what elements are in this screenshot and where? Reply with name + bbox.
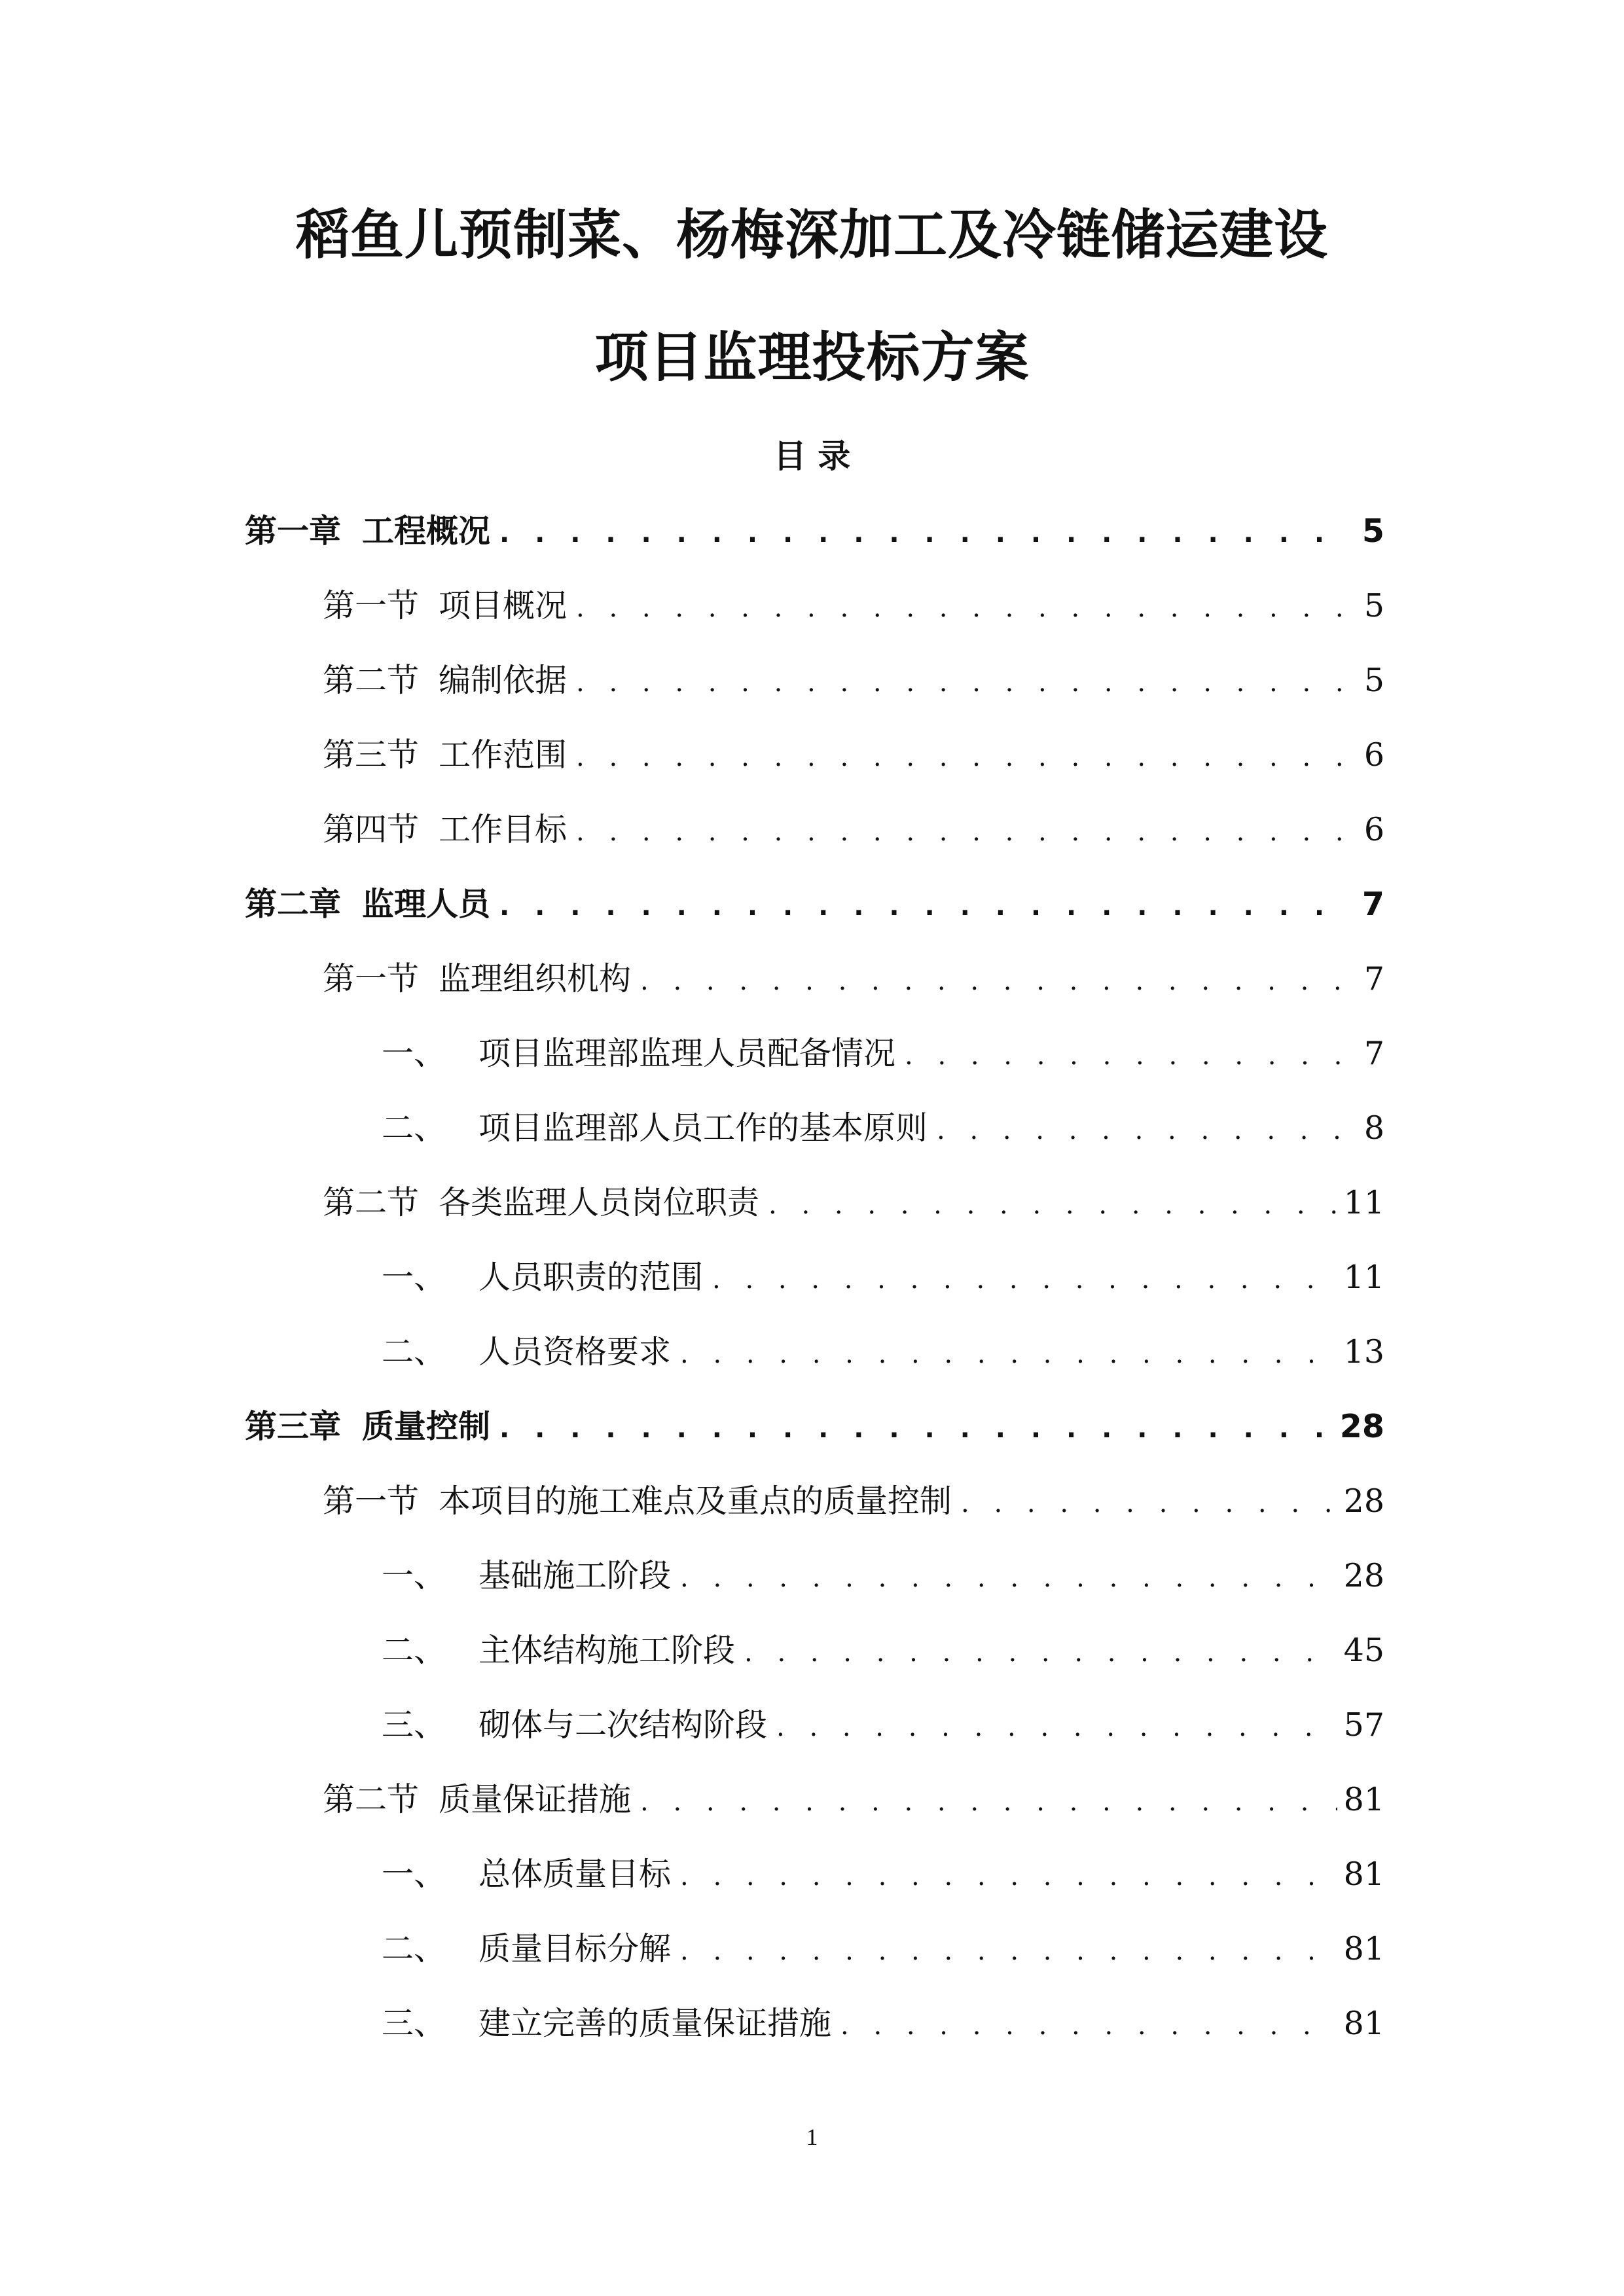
- toc-heading: 目 录: [773, 437, 851, 475]
- toc-entry-level-3[interactable]: [382, 1699, 1384, 1751]
- toc-entry-title: 主体结构施工阶段: [478, 1632, 736, 1669]
- toc-entry-title: 监理人员: [362, 886, 491, 923]
- toc-entry-number: 第一节: [323, 1482, 420, 1520]
- toc-dot-leader: [680, 1328, 1337, 1380]
- toc-entry-level-2[interactable]: [323, 729, 1384, 781]
- toc-entry-number: 第一节: [323, 960, 420, 997]
- toc-entry-number: 第二节: [323, 1781, 420, 1818]
- toc-dot-leader: [905, 1030, 1352, 1082]
- toc-entry-title: 项目监理部监理人员配备情况: [478, 1035, 896, 1072]
- toc-entry-level-2[interactable]: [323, 1774, 1384, 1826]
- toc-entry-page: 5: [1362, 512, 1384, 550]
- page-number: 1: [806, 2124, 818, 2150]
- toc-dot-leader: [776, 1701, 1337, 1753]
- toc-entry-level-3[interactable]: [382, 1998, 1384, 2050]
- toc-entry-page: 7: [1362, 886, 1384, 923]
- toc-entry-page: 28: [1343, 1557, 1384, 1594]
- toc-entry-number: 第四节: [323, 811, 420, 848]
- toc-entry-page: 28: [1343, 1482, 1384, 1520]
- toc-entry-page: 11: [1343, 1184, 1384, 1221]
- toc-entry-page: 6: [1363, 811, 1384, 848]
- toc-entry-level-2[interactable]: [323, 580, 1384, 632]
- toc-entry-level-2[interactable]: [323, 655, 1384, 707]
- toc-entry-title: 工作范围: [439, 736, 568, 774]
- toc-entry-title: 质量目标分解: [478, 1930, 672, 1967]
- toc-entry-number: 第三节: [323, 736, 420, 774]
- toc-dot-leader: [744, 1626, 1337, 1679]
- toc-entry-level-2[interactable]: [323, 1475, 1384, 1528]
- toc-entry-number: 一、: [382, 1035, 446, 1072]
- toc-entry-title: 人员职责的范围: [478, 1259, 704, 1296]
- toc-entry-title: 各类监理人员岗位职责: [439, 1184, 760, 1221]
- toc-entry-page: 6: [1363, 736, 1384, 774]
- toc-entry-title: 编制依据: [439, 662, 568, 699]
- toc-entry-number: 第三章: [245, 1408, 342, 1445]
- toc-entry-page: 81: [1343, 1930, 1384, 1967]
- toc-dot-leader: [499, 880, 1352, 933]
- toc-dot-leader: [680, 1925, 1337, 1977]
- toc-entry-page: 5: [1363, 587, 1384, 624]
- toc-dot-leader: [576, 731, 1352, 783]
- toc-entry-title: 人员资格要求: [478, 1333, 672, 1371]
- toc-entry-page: 81: [1343, 2005, 1384, 2042]
- toc-entry-page: 81: [1343, 1781, 1384, 1818]
- toc-entry-level-1[interactable]: [245, 1401, 1384, 1453]
- toc-entry-page: 57: [1343, 1706, 1384, 1744]
- toc-entry-title: 总体质量目标: [478, 1856, 672, 1893]
- toc-entry-number: 一、: [382, 1259, 446, 1296]
- toc-dot-leader: [680, 1552, 1337, 1604]
- toc-entry-number: 二、: [382, 1632, 446, 1669]
- toc-entry-page: 7: [1363, 1035, 1384, 1072]
- toc-dot-leader: [640, 955, 1352, 1007]
- toc-dot-leader: [576, 656, 1352, 709]
- toc-entry-number: 二、: [382, 1109, 446, 1147]
- toc-entry-level-3[interactable]: [382, 1550, 1384, 1602]
- toc-entry-number: 一、: [382, 1856, 446, 1893]
- toc-entry-page: 13: [1343, 1333, 1384, 1371]
- toc-entry-number: 二、: [382, 1930, 446, 1967]
- toc-dot-leader: [680, 1850, 1337, 1903]
- toc-entry-level-3[interactable]: [382, 1028, 1384, 1080]
- toc-entry-level-1[interactable]: [245, 505, 1384, 558]
- toc-entry-title: 项目监理部人员工作的基本原则: [478, 1109, 928, 1147]
- toc-entry-title: 监理组织机构: [439, 960, 632, 997]
- toc-dot-leader: [768, 1179, 1337, 1231]
- toc-entry-level-3[interactable]: [382, 1624, 1384, 1677]
- toc-entry-number: 第二章: [245, 886, 342, 923]
- toc-dot-leader: [961, 1477, 1337, 1530]
- toc-entry-number: 二、: [382, 1333, 446, 1371]
- document-title-line-2: 项目监理投标方案: [594, 327, 1030, 389]
- toc-dot-leader: [640, 1776, 1337, 1828]
- toc-entry-number: 三、: [382, 2005, 446, 2042]
- toc-entry-level-3[interactable]: [382, 1102, 1384, 1155]
- toc-entry-title: 砌体与二次结构阶段: [478, 1706, 768, 1744]
- toc-dot-leader: [576, 806, 1352, 858]
- toc-entry-page: 11: [1343, 1259, 1384, 1296]
- toc-entry-page: 81: [1343, 1856, 1384, 1893]
- toc-entry-page: 45: [1343, 1632, 1384, 1669]
- toc-dot-leader: [499, 1403, 1333, 1455]
- toc-entry-title: 质量保证措施: [439, 1781, 632, 1818]
- toc-entry-level-3[interactable]: [382, 1326, 1384, 1378]
- toc-dot-leader: [840, 2000, 1337, 2052]
- toc-dot-leader: [937, 1104, 1352, 1157]
- toc-entry-title: 工程概况: [362, 512, 491, 550]
- toc-entry-level-3[interactable]: [382, 1848, 1384, 1901]
- toc-entry-number: 第二节: [323, 1184, 420, 1221]
- toc-entry-title: 项目概况: [439, 587, 568, 624]
- toc-entry-number: 第二节: [323, 662, 420, 699]
- toc-entry-number: 第一章: [245, 512, 342, 550]
- toc-entry-level-3[interactable]: [382, 1251, 1384, 1304]
- document-title-line-1: 稻鱼儿预制菜、杨梅深加工及冷链储运建设: [295, 204, 1328, 266]
- toc-entry-page: 8: [1363, 1109, 1384, 1147]
- toc-dot-leader: [499, 507, 1352, 560]
- toc-entry-title: 基础施工阶段: [478, 1557, 672, 1594]
- toc-entry-number: 三、: [382, 1706, 446, 1744]
- toc-entry-level-2[interactable]: [323, 953, 1384, 1005]
- toc-entry-title: 建立完善的质量保证措施: [478, 2005, 832, 2042]
- toc-entry-title: 质量控制: [362, 1408, 491, 1445]
- toc-entry-level-1[interactable]: [245, 878, 1384, 931]
- toc-entry-level-3[interactable]: [382, 1923, 1384, 1975]
- toc-entry-level-2[interactable]: [323, 1177, 1384, 1229]
- toc-entry-number: 一、: [382, 1557, 446, 1594]
- toc-entry-number: 第一节: [323, 587, 420, 624]
- toc-entry-level-2[interactable]: [323, 804, 1384, 856]
- toc-entry-page: 7: [1363, 960, 1384, 997]
- toc-dot-leader: [576, 582, 1352, 634]
- toc-entry-title: 本项目的施工难点及重点的质量控制: [439, 1482, 952, 1520]
- toc-dot-leader: [712, 1253, 1337, 1306]
- toc-entry-page: 28: [1339, 1408, 1384, 1445]
- toc-entry-title: 工作目标: [439, 811, 568, 848]
- toc-entry-page: 5: [1363, 662, 1384, 699]
